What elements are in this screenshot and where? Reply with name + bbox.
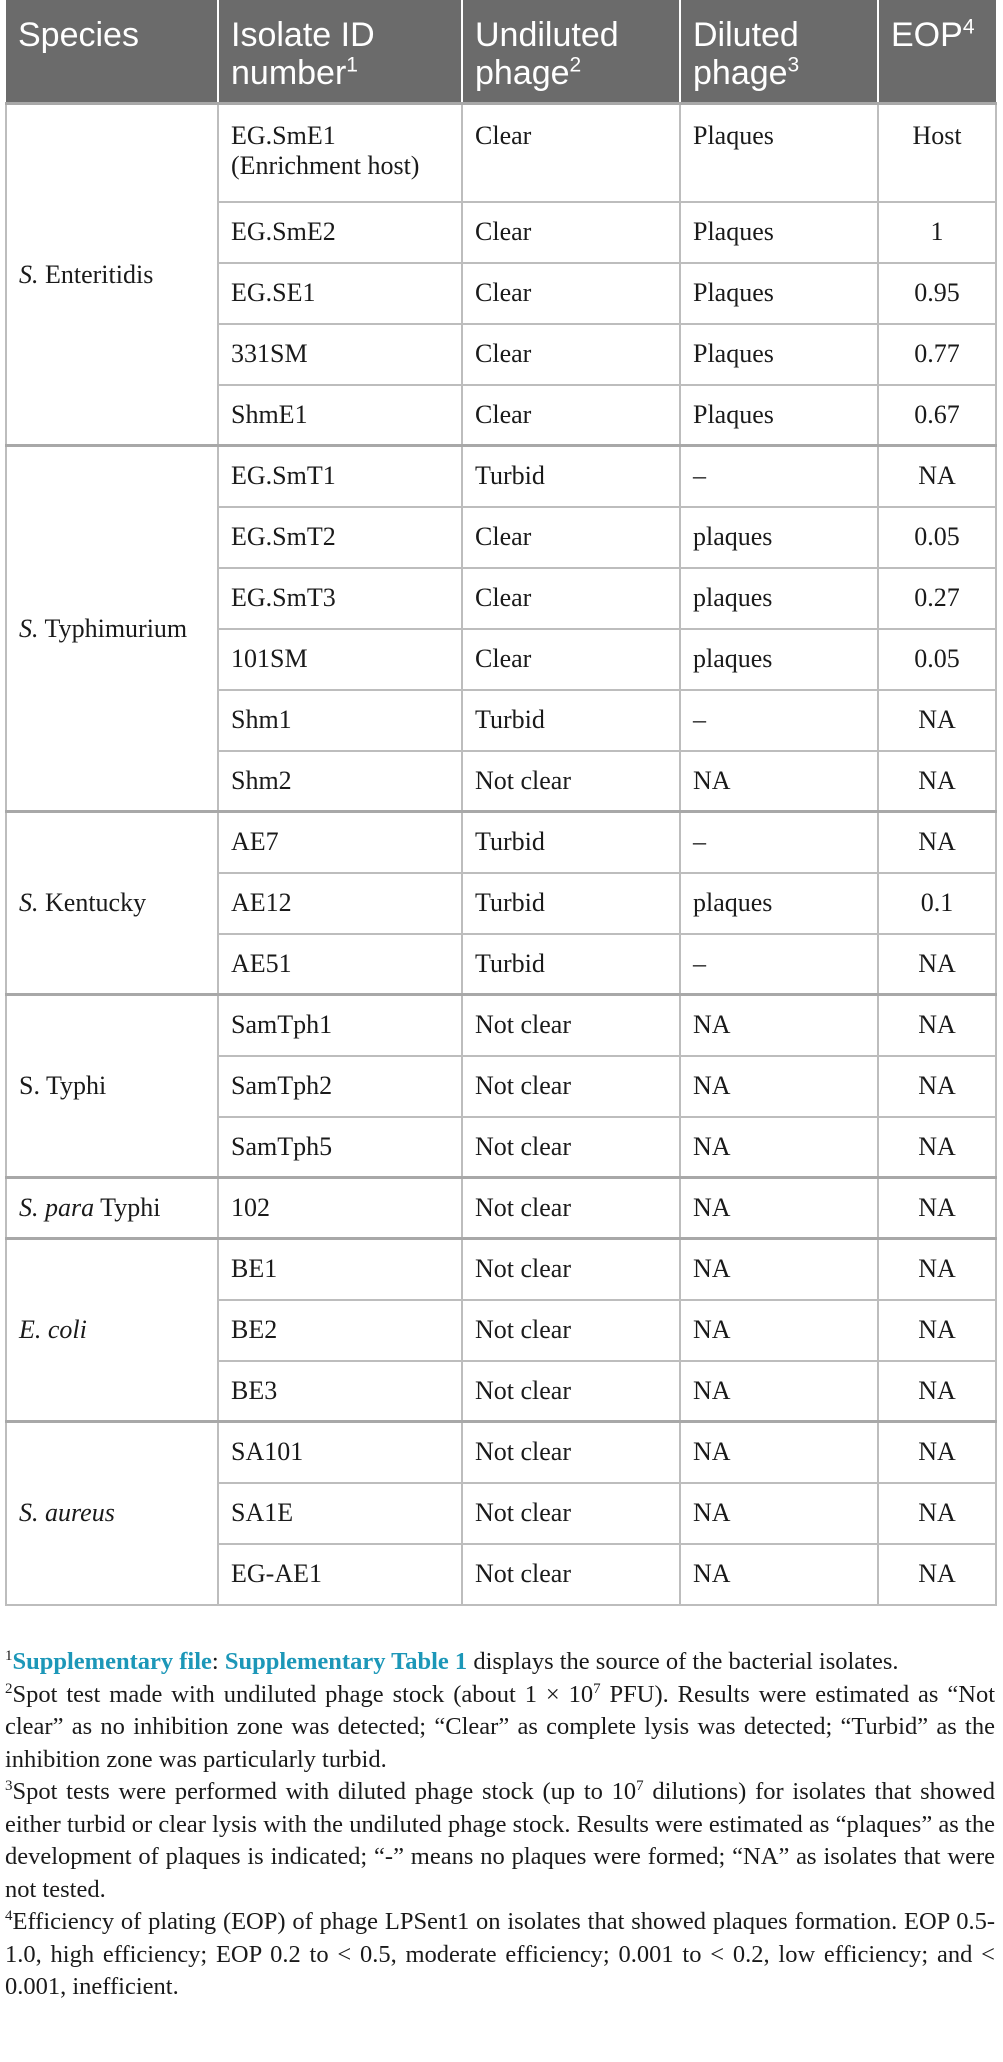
diluted-cell: NA <box>680 1239 878 1300</box>
diluted-cell: NA <box>680 1300 878 1361</box>
diluted-cell: Plaques <box>680 202 878 263</box>
isolate-id-cell: SamTph5 <box>218 1117 462 1178</box>
eop-cell: 1 <box>878 202 996 263</box>
undiluted-cell: Clear <box>462 568 680 629</box>
eop-cell: 0.27 <box>878 568 996 629</box>
undiluted-cell: Clear <box>462 324 680 385</box>
eop-cell: NA <box>878 934 996 995</box>
isolate-id-cell: AE51 <box>218 934 462 995</box>
table-row <box>6 1239 996 1300</box>
diluted-cell: NA <box>680 1544 878 1605</box>
eop-cell: Host <box>878 104 996 202</box>
footnote-1: $^1$Supplementary file: Supplementary Table 1 displays the source of the bacterial isolates. <box>5 1647 899 1675</box>
isolate-id-cell: Shm1 <box>218 690 462 751</box>
isolate-id-cell: Shm2 <box>218 751 462 812</box>
diluted-cell: Plaques <box>680 104 878 202</box>
isolate-id-cell: ShmE1 <box>218 385 462 446</box>
undiluted-cell: Clear <box>462 263 680 324</box>
undiluted-cell: Not clear <box>462 1178 680 1239</box>
isolate-id-cell: EG.SmT2 <box>218 507 462 568</box>
isolate-id-cell: 331SM <box>218 324 462 385</box>
diluted-cell: – <box>680 690 878 751</box>
undiluted-cell: Turbid <box>462 812 680 873</box>
undiluted-cell: Not clear <box>462 1361 680 1422</box>
diluted-cell: plaques <box>680 507 878 568</box>
table-container <box>5 0 995 1606</box>
diluted-cell: – <box>680 812 878 873</box>
undiluted-cell: Clear <box>462 104 680 202</box>
header-undiluted-phage: Undiluted phage$^2$ <box>462 0 680 104</box>
isolate-id-cell: SamTph1 <box>218 995 462 1056</box>
eop-cell: 0.77 <box>878 324 996 385</box>
header-eop: EOP$^4$ <box>878 0 996 104</box>
header-species: Species <box>6 0 218 104</box>
undiluted-cell: Not clear <box>462 1300 680 1361</box>
species-cell: S. aureus <box>6 1422 218 1605</box>
table-row <box>6 1178 996 1239</box>
isolate-id-cell: BE2 <box>218 1300 462 1361</box>
phage-host-range-table <box>5 0 997 1606</box>
supplementary-file-link[interactable]: Supplementary file <box>12 1648 212 1675</box>
eop-cell: NA <box>878 1544 996 1605</box>
supplementary-table-link[interactable]: Supplementary Table 1 <box>224 1648 468 1675</box>
isolate-id-cell: EG.SmT1 <box>218 446 462 507</box>
diluted-cell: – <box>680 446 878 507</box>
undiluted-cell: Not clear <box>462 1239 680 1300</box>
eop-cell: 0.05 <box>878 507 996 568</box>
species-cell: E. coli <box>6 1239 218 1422</box>
isolate-id-cell: EG.SE1 <box>218 263 462 324</box>
undiluted-cell: Not clear <box>462 995 680 1056</box>
species-cell: S. para Typhi <box>6 1178 218 1239</box>
undiluted-cell: Not clear <box>462 1483 680 1544</box>
undiluted-cell: Turbid <box>462 873 680 934</box>
undiluted-cell: Not clear <box>462 751 680 812</box>
table-header-row <box>6 0 996 104</box>
species-cell: S. Typhi <box>6 995 218 1178</box>
isolate-id-cell: 101SM <box>218 629 462 690</box>
footnote-2: $^2$Spot test made with undiluted phage stock (about $1 \times 10^7$ PFU). Results were estimated as “Not clear” as no inhibition zone was detected; “Clear” as complete lysis was detected; “Turbid” as the inhibition zone was particularly turbid. <box>5 1680 995 1773</box>
undiluted-cell: Turbid <box>462 446 680 507</box>
isolate-id-cell: EG.SmE1 (Enrichment host) <box>218 104 462 202</box>
eop-cell: NA <box>878 1361 996 1422</box>
species-cell: S. Kentucky <box>6 812 218 995</box>
table-row <box>6 1422 996 1483</box>
isolate-id-cell: AE12 <box>218 873 462 934</box>
undiluted-cell: Not clear <box>462 1422 680 1483</box>
diluted-cell: NA <box>680 1422 878 1483</box>
undiluted-cell: Clear <box>462 507 680 568</box>
diluted-cell: NA <box>680 1361 878 1422</box>
diluted-cell: NA <box>680 995 878 1056</box>
undiluted-cell: Not clear <box>462 1056 680 1117</box>
diluted-cell: NA <box>680 751 878 812</box>
header-isolate-id: Isolate ID number$^1$ <box>218 0 462 104</box>
isolate-id-cell: BE1 <box>218 1239 462 1300</box>
undiluted-cell: Turbid <box>462 690 680 751</box>
isolate-id-cell: 102 <box>218 1178 462 1239</box>
eop-cell: NA <box>878 1422 996 1483</box>
eop-cell: NA <box>878 1239 996 1300</box>
eop-cell: NA <box>878 1056 996 1117</box>
isolate-id-cell: EG.SmE2 <box>218 202 462 263</box>
undiluted-cell: Not clear <box>462 1544 680 1605</box>
eop-cell: 0.95 <box>878 263 996 324</box>
diluted-cell: – <box>680 934 878 995</box>
diluted-cell: Plaques <box>680 385 878 446</box>
isolate-id-cell: SA1E <box>218 1483 462 1544</box>
eop-cell: NA <box>878 690 996 751</box>
eop-cell: NA <box>878 1483 996 1544</box>
diluted-cell: Plaques <box>680 263 878 324</box>
eop-cell: 0.1 <box>878 873 996 934</box>
header-diluted-phage: Diluted phage$^3$ <box>680 0 878 104</box>
diluted-cell: NA <box>680 1178 878 1239</box>
diluted-cell: Plaques <box>680 324 878 385</box>
species-cell: S. Enteritidis <box>6 104 218 446</box>
undiluted-cell: Clear <box>462 202 680 263</box>
undiluted-cell: Clear <box>462 385 680 446</box>
eop-cell: 0.05 <box>878 629 996 690</box>
isolate-id-cell: AE7 <box>218 812 462 873</box>
table-row <box>6 446 996 507</box>
table-footnotes <box>5 1646 995 2004</box>
diluted-cell: NA <box>680 1483 878 1544</box>
isolate-id-cell: EG-AE1 <box>218 1544 462 1605</box>
species-cell: S. Typhimurium <box>6 446 218 812</box>
undiluted-cell: Clear <box>462 629 680 690</box>
eop-cell: NA <box>878 1117 996 1178</box>
footnote-3: $^3$Spot tests were performed with diluted phage stock (up to $10^7$ dilutions) for isolates that showed either turbid or clear lysis with the undiluted phage stock. Results were estimated as “plaques” as the development of plaques is indicated; “-” means no plaques were formed; “NA” as isolates that were not tested. <box>5 1777 995 1903</box>
isolate-id-cell: BE3 <box>218 1361 462 1422</box>
diluted-cell: plaques <box>680 873 878 934</box>
diluted-cell: plaques <box>680 629 878 690</box>
eop-cell: NA <box>878 446 996 507</box>
diluted-cell: NA <box>680 1117 878 1178</box>
table-row <box>6 995 996 1056</box>
eop-cell: NA <box>878 812 996 873</box>
eop-cell: NA <box>878 1178 996 1239</box>
footnote-4: $^4$Efficiency of plating (EOP) of phage LPSent1 on isolates that showed plaques formation. EOP 0.5-1.0, high efficiency; EOP 0.2 to < 0.5, moderate efficiency; 0.001 to < 0.2, low efficiency; and < 0.001, inefficient. <box>5 1907 995 2000</box>
undiluted-cell: Not clear <box>462 1117 680 1178</box>
undiluted-cell: Turbid <box>462 934 680 995</box>
isolate-id-cell: EG.SmT3 <box>218 568 462 629</box>
eop-cell: NA <box>878 1300 996 1361</box>
diluted-cell: plaques <box>680 568 878 629</box>
table-row <box>6 104 996 202</box>
eop-cell: 0.67 <box>878 385 996 446</box>
eop-cell: NA <box>878 751 996 812</box>
eop-cell: NA <box>878 995 996 1056</box>
table-row <box>6 812 996 873</box>
isolate-id-cell: SamTph2 <box>218 1056 462 1117</box>
isolate-id-cell: SA101 <box>218 1422 462 1483</box>
diluted-cell: NA <box>680 1056 878 1117</box>
